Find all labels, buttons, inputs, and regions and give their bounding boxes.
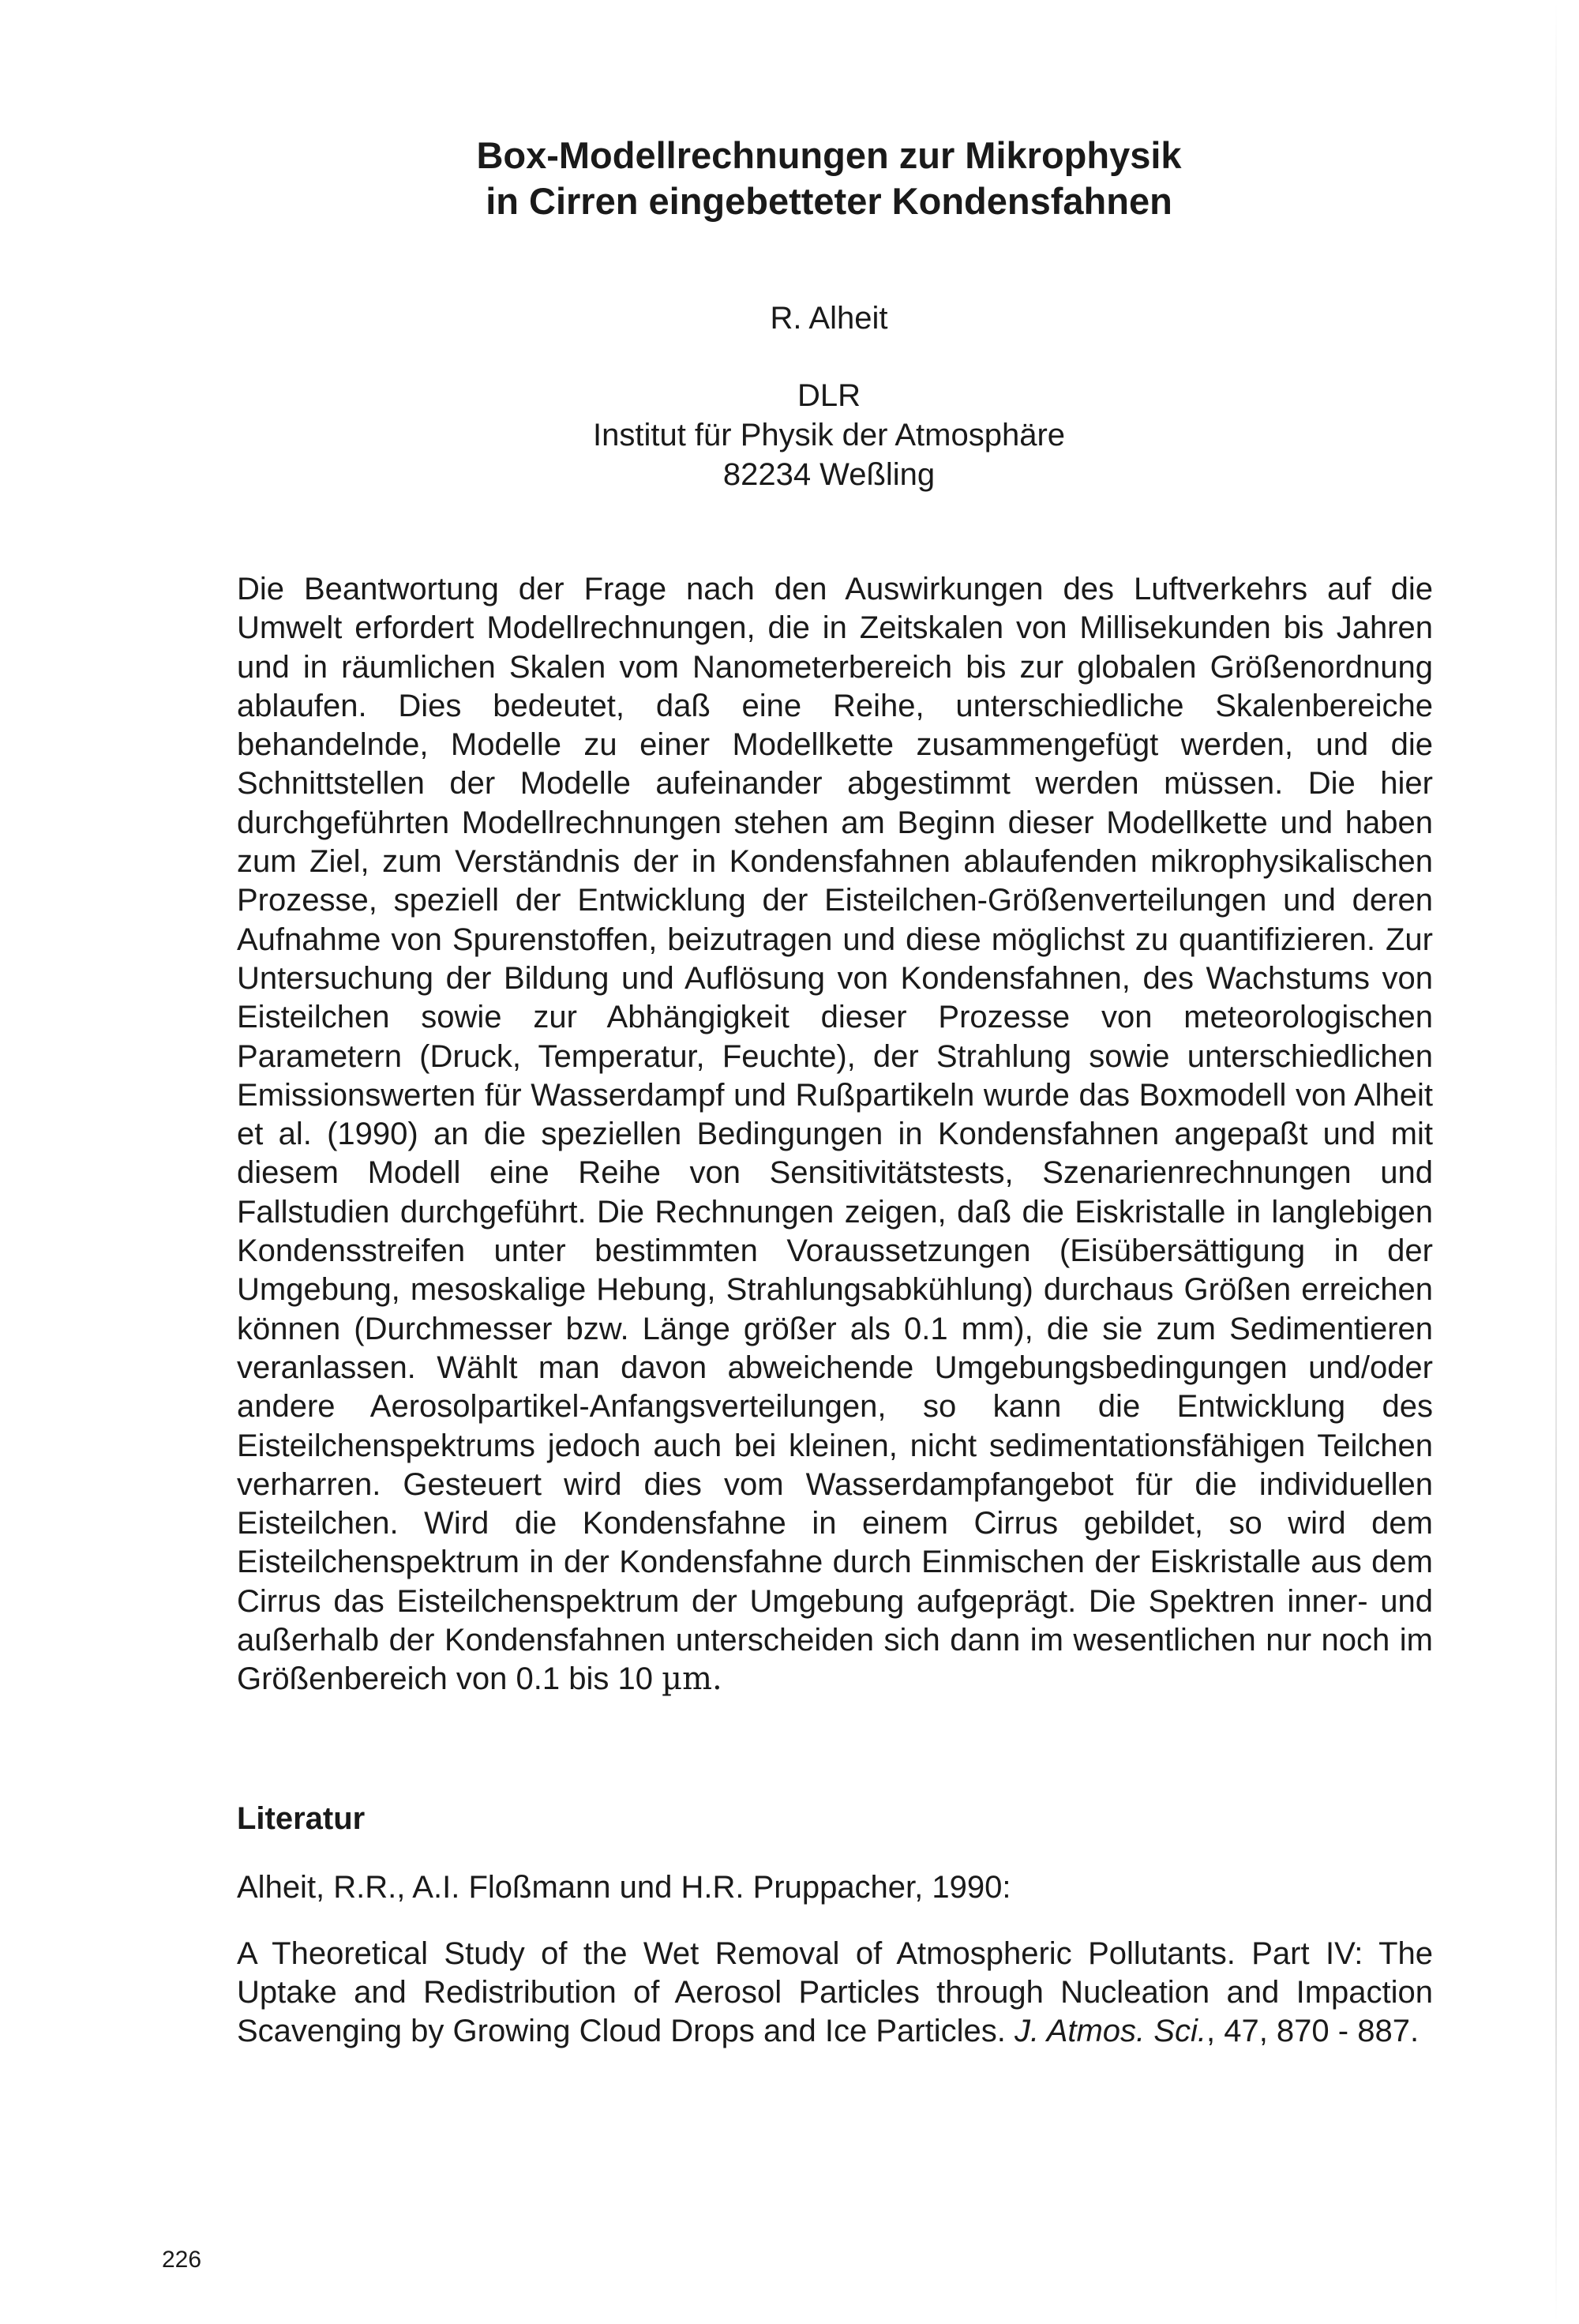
affiliation-institute: Institut für Physik der Atmosphäre	[592, 418, 1066, 452]
paper-title-line-1: Box-Modellrechnungen zur Mikrophysik	[476, 134, 1182, 176]
reference-volume-pages: , 47, 870 - 887.	[1206, 2014, 1420, 2048]
affiliation	[316, 376, 1342, 494]
author-name: R. Alheit	[770, 301, 888, 336]
paper-title-line-2: in Cirren eingebetteter Kondensfahnen	[486, 180, 1172, 222]
abstract-paragraph	[237, 570, 1433, 1699]
abstract-text: Die Beantwortung der Frage nach den Auswirkungen des Luftverkehrs auf die Umwelt erfordert Modellrechnungen, die in Zeitskalen von Millisekunden bis Jahren und in räumlichen Skalen vom Nanometerbereich bis zur globalen Größenordnung ablaufen. Dies bedeutet, daß eine Reihe, unterschiedliche Skalenbereiche behandelnde, Modelle zu einer Modellkette zusammengefügt werden, und die Schnittstellen der Modelle aufeinander abgestimmt werden müssen. Die hier durchgeführten Modellrechnungen stehen am Beginn dieser Modellkette und haben zum Ziel, zum Verständnis der in Kondensfahnen ablaufenden mikrophysikalischen Prozesse, speziell der Entwicklung der Eisteilchen-Größenverteilungen und deren Aufnahme von Spurenstoffen, beizutragen und diese möglichst zu quantifizieren. Zur Untersuchung der Bildung und Auflösung von Kondensfahnen, des Wachstums von Eisteilchen sowie zur Abhängigkeit dieser Prozesse von meteorologischen Parametern (Druck, Temperatur, Feuchte), der Strahlung sowie unterschiedlichen Emissionswerten für Wasserdampf und Rußpartikeln wurde das Boxmodell von Alheit et al. (1990) an die speziellen Bedingungen in Kondensfahnen angepaßt und mit diesem Modell eine Reihe von Sensitivitätstests, Szenarienrechnungen und Fallstudien durchgeführt. Die Rechnungen zeigen, daß die Eiskristalle in langlebigen Kondensstreifen unter bestimmten Voraussetzungen (Eisübersättigung in der Umgebung, mesoskalige Hebung, Strahlungsabkühlung) durchaus Größen erreichen können (Durchmesser bzw. Länge größer als 0.1 mm), die sie zum Sedimentieren veranlassen. Wählt man davon abweichende Umgebungsbedingungen und/oder andere Aerosolpartikel-Anfangsverteilungen, so kann die Entwicklung des Eisteilchenspektrums jedoch auch bei kleinen, nicht sedimentationsfähigen Teilchen verharren. Gesteuert wird dies vom Wasserdampfangebot für die individuellen Eisteilchen. Wird die Kondensfahne in einem Cirrus gebildet, so wird dem Eisteilchenspektrum in der Kondensfahne durch Einmischen der Eiskristalle aus dem Cirrus das Eisteilchenspektrum der Umgebung aufgeprägt. Die Spektren inner- und außerhalb der Kondensfahnen unterscheiden sich dann im wesentlichen nur noch im Größenbereich von 0.1 bis 10	[237, 572, 1433, 1697]
reference-authors: Alheit, R.R., A.I. Floßmann und H.R. Pruppacher, 1990:	[237, 1870, 1011, 1905]
paper-title	[316, 133, 1342, 224]
page-number: 226	[162, 2247, 202, 2273]
abstract-unit: µm.	[662, 1661, 722, 1698]
affiliation-location: 82234 Weßling	[722, 457, 936, 492]
references-heading: Literatur	[237, 1801, 366, 1836]
reference-citation	[237, 1935, 1433, 2051]
scan-edge-line	[1555, 0, 1557, 2324]
affiliation-org: DLR	[797, 378, 861, 413]
reference-journal: J. Atmos. Sci.	[1014, 2014, 1206, 2048]
reference-title: A Theoretical Study of the Wet Removal of Atmospheric Pollutants. Part IV: The Uptake and Redistribution of Aerosol Particles through Nucleation and Impaction Scavenging by Growing Cloud Drops and Ice Particles.	[237, 1936, 1433, 2048]
